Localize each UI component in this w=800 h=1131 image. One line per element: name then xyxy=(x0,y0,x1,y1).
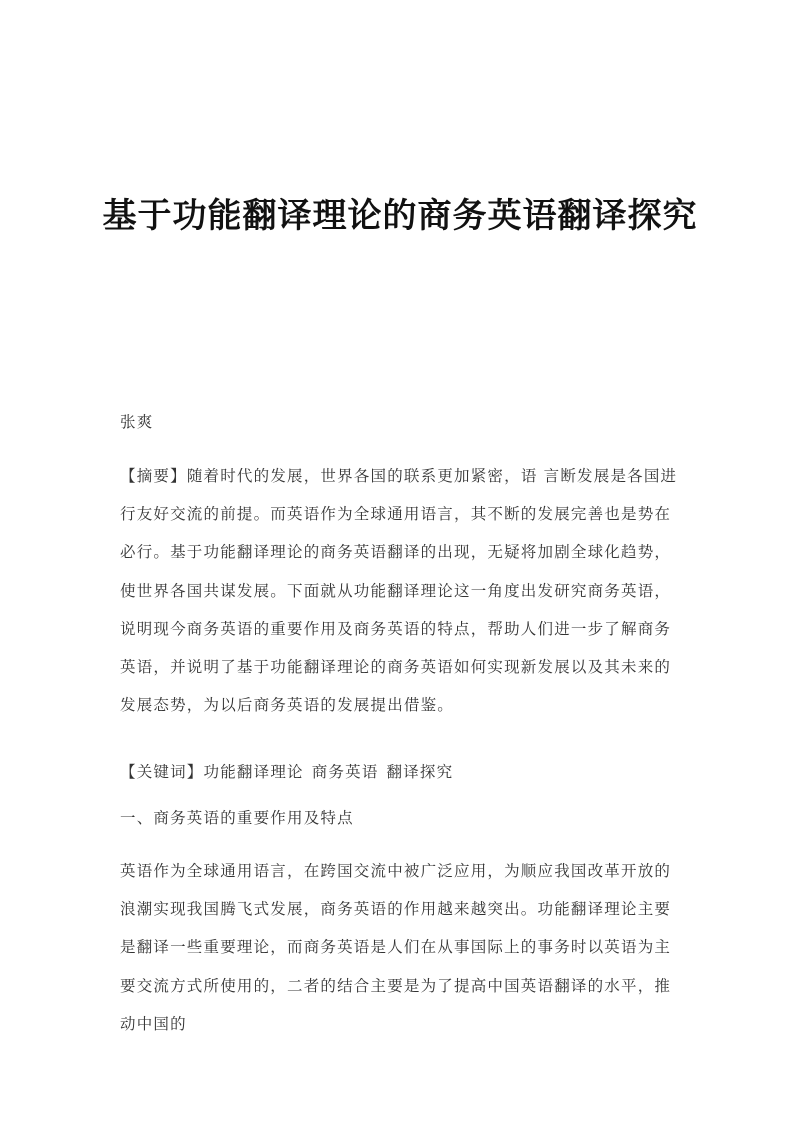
keyword-item: 翻译探究 xyxy=(386,763,454,781)
keyword-item: 功能翻译理论 xyxy=(203,763,304,781)
section-heading: 一、商务英语的重要作用及特点 xyxy=(120,809,354,827)
abstract-paragraph xyxy=(120,457,680,724)
abstract-text: 随着时代的发展，世界各国的联系更加紧密，语 言断发展是各国进行友好交流的前提。而英语作为全球通用语言，其不断的发展完善也是势在必行。基于功能翻译理论的商务英语翻译的出现，无疑将加剧全球化趋势，使世界各国共谋发展。下面就从功能翻译理论这一角度出发研究商务英语，说明现今商务英语的重要作用及商务英语的特点，帮助人们进一步了解商务英语，并说明了基于功能翻译理论的商务英语如何实现新发展以及其未来的发展态势，为以后商务英语的发展提出借鉴。 xyxy=(120,467,678,715)
abstract-label: 【摘要】 xyxy=(120,467,187,485)
keywords-line xyxy=(120,760,680,782)
section-paragraph: 英语作为全球通用语言，在跨国交流中被广泛应用，为顺应我国改革开放的浪潮实现我国腾飞式发展，商务英语的作用越来越突出。功能翻译理论主要是翻译一些重要理论，而商务英语是人们在从事国际上的事务时以英语为主要交流方式所使用的，二者的结合主要是为了提高中国英语翻译的水平，推动中国的 xyxy=(120,862,672,1033)
keywords-label: 【关键词】 xyxy=(120,763,204,781)
keyword-item: 商务英语 xyxy=(311,763,379,781)
document-title: 基于功能翻译理论的商务英语翻译探究 xyxy=(102,196,698,236)
author-name: 张爽 xyxy=(120,413,154,431)
